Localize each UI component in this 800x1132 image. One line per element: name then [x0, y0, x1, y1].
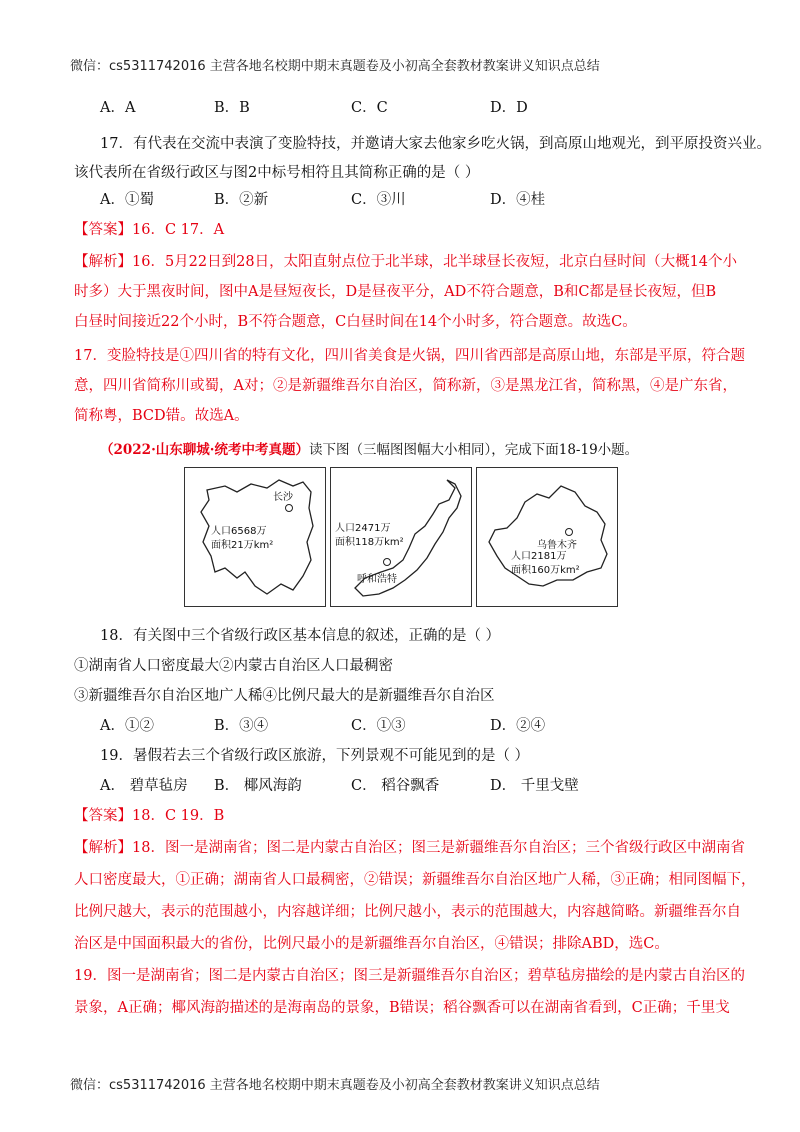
analysis-line: 白昼时间接近22个小时，B不符合题意，C白昼时间在14个小时多，符合题意。故选C。 — [74, 314, 637, 330]
city-dot — [285, 504, 293, 512]
q18-option-c: C．①③ — [351, 718, 406, 734]
intro-text: 读下图（三幅图图幅大小相同），完成下面18-19小题。 — [308, 442, 639, 458]
exam-source: （2022·山东聊城·统考中考真题） — [100, 442, 309, 458]
city-dot — [383, 558, 391, 566]
q17-stem-line1: 17．有代表在交流中表演了变脸特技，并邀请大家去他家乡吃火锅，到高原山地观光，到平原投资兴业。 — [100, 136, 771, 152]
analysis-line: 简称粤，BCD错。故选A。 — [74, 408, 249, 424]
analysis-line: 【解析】16．5月22日到28日，太阳直射点位于北半球，北半球昼长夜短，北京白昼时间（大概14个小 — [74, 254, 738, 270]
q16-option-b: B．B — [214, 100, 250, 116]
population-label: 人口2181万 — [511, 551, 567, 562]
population-label: 人口2471万 — [335, 523, 391, 534]
population-label: 人口6568万 — [211, 526, 267, 537]
analysis-line: 比例尺越大，表示的范围越小，内容越详细；比例尺越小，表示的范围越大，内容越简略。新疆维吾尔自 — [74, 904, 741, 920]
answer-16-17: 【答案】16．C 17．A — [74, 222, 225, 238]
area-label: 面积21万km² — [211, 540, 274, 551]
q19-option-b: B． 椰风海韵 — [214, 778, 302, 794]
q17-option-b: B．②新 — [214, 192, 269, 208]
q18-stem: 18．有关图中三个省级行政区基本信息的叙述，正确的是（ ） — [100, 628, 501, 644]
province-maps — [184, 467, 617, 605]
q17-option-a: A．①蜀 — [100, 192, 154, 208]
analysis-line: 人口密度最大，①正确；湖南省人口最稠密，②错误；新疆维吾尔自治区地广人稀，③正确；相同图幅下， — [74, 872, 756, 888]
question-intro — [100, 440, 638, 460]
analysis-line: 景象，A正确；椰风海韵描述的是海南岛的景象，B错误；稻谷飘香可以在湖南省看到，C正确；千里戈 — [74, 1000, 730, 1016]
city-label: 长沙 — [273, 492, 293, 503]
analysis-line: 17．变脸特技是①四川省的特有文化，四川省美食是火锅，四川省西部是高原山地，东部是平原，符合题 — [74, 348, 745, 364]
city-label: 呼和浩特 — [357, 574, 397, 585]
q19-option-a: A． 碧草毡房 — [100, 778, 188, 794]
q16-option-d: D．D — [490, 100, 528, 116]
q17-stem-line2: 该代表所在省级行政区与图2中标号相符且其简称正确的是（ ） — [74, 165, 480, 181]
page-footer: 微信：cs5311742016 主营各地名校期中期末真题卷及小初高全套教材教案讲义知识点总结 — [70, 1078, 600, 1093]
city-dot — [565, 528, 573, 536]
analysis-line: 19．图一是湖南省；图二是内蒙古自治区；图三是新疆维吾尔自治区；碧草毡房描绘的是内蒙古自治区的 — [74, 968, 745, 984]
q18-option-b: B．③④ — [214, 718, 269, 734]
q18-option-d: D．②④ — [490, 718, 546, 734]
analysis-line: 时多）大于黑夜时间，图中A是昼短夜长，D是昼夜平分，AD不符合题意，B和C都是昼长夜短，但B — [74, 284, 717, 300]
q18-statement-1: ①湖南省人口密度最大②内蒙古自治区人口最稠密 — [74, 658, 393, 674]
map-inner-mongolia — [330, 467, 472, 607]
q16-option-a: A．A — [100, 100, 136, 116]
q18-statement-2: ③新疆维吾尔自治区地广人稀④比例尺最大的是新疆维吾尔自治区 — [74, 688, 495, 704]
answer-18-19: 【答案】18．C 19．B — [74, 808, 225, 824]
analysis-line: 意，四川省简称川或蜀，A对；②是新疆维吾尔自治区，简称新，③是黑龙江省，简称黑，④是广东省， — [74, 378, 737, 394]
q17-option-d: D．④桂 — [490, 192, 546, 208]
analysis-line: 【解析】18．图一是湖南省；图二是内蒙古自治区；图三是新疆维吾尔自治区；三个省级行政区中湖南省 — [74, 840, 745, 856]
map-hunan — [184, 467, 326, 607]
page-header: 微信：cs5311742016 主营各地名校期中期末真题卷及小初高全套教材教案讲义知识点总结 — [70, 59, 600, 74]
q19-option-d: D． 千里戈壁 — [490, 778, 579, 794]
city-label: 乌鲁木齐 — [537, 540, 577, 551]
q19-stem: 19．暑假若去三个省级行政区旅游，下列景观不可能见到的是（ ） — [100, 748, 530, 764]
q18-option-a: A．①② — [100, 718, 154, 734]
q19-option-c: C． 稻谷飘香 — [351, 778, 440, 794]
q16-option-c: C．C — [351, 100, 388, 116]
analysis-line: 治区是中国面积最大的省份，比例尺最小的是新疆维吾尔自治区，④错误；排除ABD，选C。 — [74, 936, 669, 952]
q17-option-c: C．③川 — [351, 192, 406, 208]
map-xinjiang — [476, 467, 618, 607]
area-label: 面积160万km² — [511, 565, 580, 576]
area-label: 面积118万km² — [335, 537, 404, 548]
